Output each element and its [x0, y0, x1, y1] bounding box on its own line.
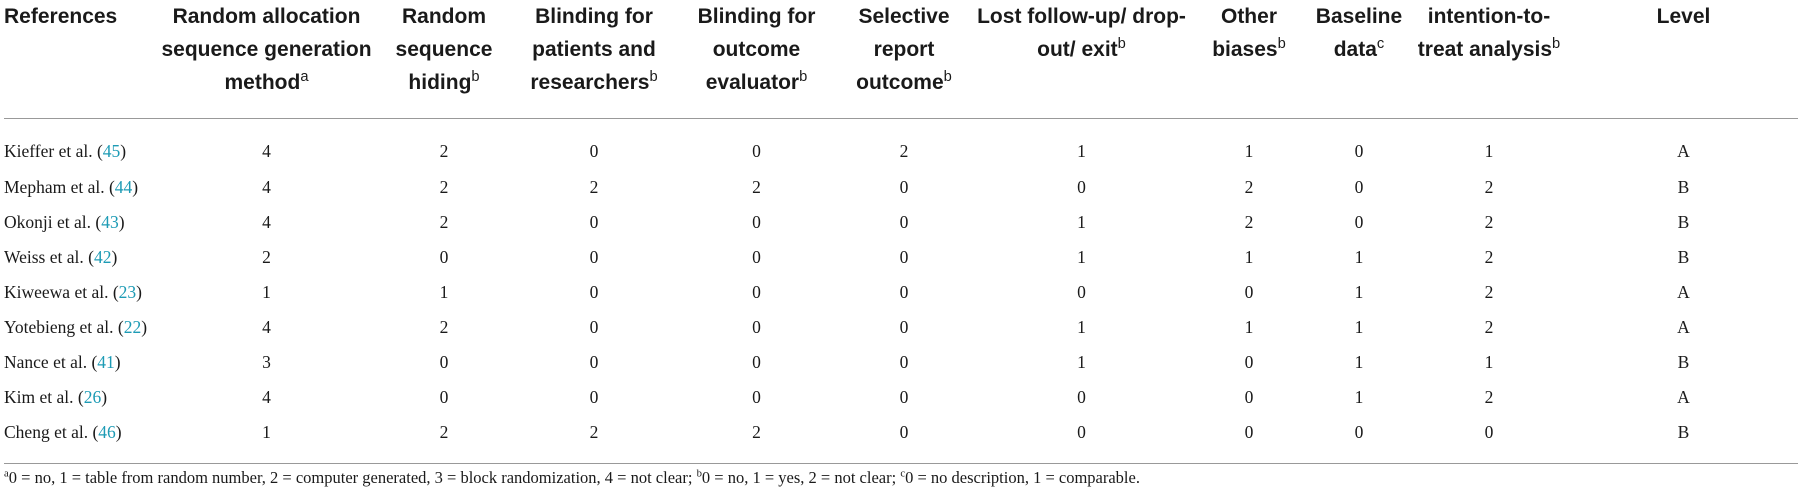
table-cell: 2: [1484, 281, 1494, 302]
closing-paren: ): [101, 386, 108, 407]
table-cell: 2: [679, 415, 834, 464]
table-cell: 0: [589, 211, 599, 232]
table-cell: 0: [589, 316, 599, 337]
footnote-marker: a: [4, 467, 9, 480]
table-cell: 1: [1077, 316, 1086, 337]
reference-cell: [4, 170, 154, 205]
reference-cell: [4, 345, 154, 380]
table-cell: 2: [899, 140, 909, 161]
table-cell: B: [1569, 415, 1798, 464]
column-header: [154, 0, 379, 118]
table-cell: 2: [439, 316, 449, 337]
footnote-marker: b: [1117, 36, 1126, 52]
table-cell: 0: [589, 281, 599, 302]
table-cell: 1: [1484, 351, 1494, 372]
column-header-label: References: [4, 5, 118, 28]
table-cell: 2: [1484, 386, 1494, 407]
table-cell: 1: [1077, 140, 1086, 161]
footnote-marker: b: [471, 69, 480, 85]
column-header: [834, 0, 974, 118]
table-cell: 1: [1484, 140, 1494, 161]
footnote-marker: b: [649, 69, 658, 85]
table-cell: 2: [439, 176, 449, 197]
footnote-marker: c: [1376, 36, 1385, 52]
table-footnote: [4, 468, 1140, 488]
table-row: [4, 118, 1798, 170]
closing-paren: ): [141, 316, 148, 337]
citation-link[interactable]: 41: [97, 351, 115, 372]
table-cell: 2: [509, 415, 679, 464]
table-cell: 0: [439, 246, 449, 267]
author-text: Okonji et al. (: [4, 211, 102, 232]
table-cell: 4: [262, 211, 271, 232]
author-text: Yotebieng et al. (: [4, 316, 124, 337]
author-text: Nance et al. (: [4, 351, 98, 372]
table-cell: 0: [1354, 211, 1364, 232]
column-header-label: Other biases: [1212, 5, 1278, 61]
table-cell: 4: [262, 316, 271, 337]
table-row: [4, 310, 1798, 345]
column-header-label: intention-to-treat analysis: [1417, 5, 1553, 61]
closing-paren: ): [111, 246, 118, 267]
author-text: Weiss et al. (: [4, 246, 94, 267]
table-cell: 1: [1354, 316, 1364, 337]
table-cell: 0: [834, 415, 974, 464]
reference-cell: [4, 205, 154, 240]
table-cell: 0: [752, 246, 761, 267]
table-row: [4, 205, 1798, 240]
table-cell: 0: [1077, 386, 1086, 407]
table-cell: 0: [439, 351, 449, 372]
table-row: [4, 240, 1798, 275]
table-cell: 0: [1244, 386, 1254, 407]
table-cell: 2: [1484, 246, 1494, 267]
table-cell: 0: [899, 176, 909, 197]
table-cell: 4: [262, 176, 271, 197]
closing-paren: ): [120, 140, 127, 161]
citation-link[interactable]: 23: [118, 281, 137, 302]
citation-link[interactable]: 42: [93, 246, 112, 267]
table-cell: 0: [899, 211, 909, 232]
table-cell: 0: [899, 246, 909, 267]
citation-link[interactable]: 26: [83, 386, 102, 407]
reference-cell: [4, 118, 154, 170]
table-cell: 2: [439, 211, 449, 232]
closing-paren: ): [118, 211, 125, 232]
column-header: [4, 0, 154, 118]
column-header: [509, 0, 679, 118]
footnote-text: 0 = no, 1 = table from random number, 2 = computer generated, 3 = block randomization, 4 = not clear;: [8, 468, 697, 487]
table-cell: 0: [752, 351, 761, 372]
table-cell: 4: [262, 140, 271, 161]
table-cell: 1: [1354, 351, 1364, 372]
table-cell: B: [1677, 246, 1690, 267]
table-cell: 0: [974, 415, 1189, 464]
table-cell: 2: [439, 140, 449, 161]
table-cell: 2: [1484, 211, 1494, 232]
table-cell: B: [1677, 351, 1690, 372]
table-cell: 1: [1077, 211, 1086, 232]
table-cell: 2: [262, 246, 271, 267]
column-header: [1189, 0, 1309, 118]
footnote-marker: b: [1552, 36, 1561, 52]
table-cell: B: [1677, 176, 1690, 197]
column-header-label: Lost follow-up/ drop-out/ exit: [977, 5, 1186, 61]
author-text: Mepham et al. (: [4, 176, 115, 197]
footnote-marker: b: [799, 69, 808, 85]
closing-paren: ): [136, 281, 142, 302]
table-cell: 1: [1354, 246, 1364, 267]
table-cell: 0: [439, 386, 449, 407]
citation-link[interactable]: 46: [98, 422, 116, 442]
table-cell: 2: [1244, 176, 1254, 197]
column-header-label: Level: [1656, 5, 1711, 28]
table-row: [4, 275, 1798, 310]
table-cell: 0: [1309, 415, 1409, 464]
table-cell: 0: [899, 386, 909, 407]
table-cell: 2: [1484, 176, 1494, 197]
table-cell: 1: [1354, 281, 1364, 302]
table-cell: 0: [1244, 281, 1254, 302]
footnote-text: 0 = no, 1 = yes, 2 = not clear;: [701, 468, 901, 487]
footnote-marker: c: [900, 467, 906, 480]
table-cell: 1: [154, 415, 379, 464]
column-header-label: Random allocation sequence generation method: [161, 5, 372, 94]
table-cell: 0: [899, 316, 909, 337]
table-cell: 1: [1244, 246, 1254, 267]
reference-cell: [4, 240, 154, 275]
table-row: [4, 380, 1798, 415]
table-cell: B: [1677, 211, 1690, 232]
citation-link[interactable]: 43: [101, 211, 119, 232]
table-cell: 0: [1077, 281, 1086, 302]
table-cell: 1: [1077, 246, 1086, 267]
reference-cell: [4, 275, 154, 310]
author-text: Kiweewa et al. (: [4, 281, 119, 302]
table-cell: 1: [1354, 386, 1364, 407]
risk-of-bias-table: [4, 0, 1798, 464]
reference-cell: [4, 380, 154, 415]
column-header: [974, 0, 1189, 118]
table-cell: 3: [262, 351, 271, 372]
table-cell: A: [1677, 281, 1690, 302]
column-header: [679, 0, 834, 118]
table-cell: A: [1677, 140, 1690, 161]
author-text: Kim et al. (: [4, 386, 84, 407]
closing-paren: ): [114, 351, 121, 372]
table-cell: 4: [262, 386, 271, 407]
table-cell: 2: [1244, 211, 1254, 232]
footnote-text: 0 = no description, 1 = comparable.: [905, 468, 1140, 487]
column-header-label: Baseline data: [1315, 5, 1403, 61]
table-cell: 0: [899, 281, 909, 302]
reference-cell: [4, 310, 154, 345]
column-header: [1569, 0, 1798, 118]
table-cell: 0: [899, 351, 909, 372]
table-cell: 1: [439, 281, 449, 302]
table-row: [4, 345, 1798, 380]
citation-link[interactable]: 22: [123, 316, 142, 337]
table-cell: 1: [1244, 140, 1254, 161]
table-cell: 0: [1354, 140, 1364, 161]
table-cell: 0: [1077, 176, 1086, 197]
table-body: [4, 118, 1798, 463]
column-header-label: Blinding for outcome evaluator: [697, 5, 816, 94]
footnote-marker: b: [696, 467, 702, 480]
table-cell: A: [1677, 316, 1690, 337]
table-cell: 2: [379, 415, 509, 464]
table-container: [4, 0, 1798, 464]
table-row: [4, 415, 1798, 464]
column-header: [1409, 0, 1569, 118]
table-cell: 0: [589, 246, 599, 267]
reference-cell: [4, 415, 154, 464]
table-cell: 1: [262, 281, 271, 302]
table-cell: 0: [589, 351, 599, 372]
citation-link[interactable]: 44: [114, 176, 133, 197]
table-cell: 2: [752, 176, 761, 197]
table-cell: 0: [1189, 415, 1309, 464]
citation-link[interactable]: 45: [102, 140, 121, 161]
closing-paren: ): [132, 176, 139, 197]
table-cell: 0: [1409, 415, 1569, 464]
table-cell: 0: [752, 281, 761, 302]
table-cell: 0: [752, 140, 761, 161]
footnote-marker: a: [300, 69, 309, 85]
table-cell: 0: [752, 316, 761, 337]
table-cell: A: [1677, 386, 1690, 407]
table-cell: 0: [752, 211, 761, 232]
table-cell: 1: [1244, 316, 1254, 337]
footnote-marker: b: [1277, 36, 1286, 52]
table-cell: 2: [589, 176, 599, 197]
author-text: Cheng et al. (: [4, 422, 99, 442]
table-cell: 1: [1077, 351, 1086, 372]
closing-paren: ): [115, 422, 122, 442]
footnote-marker: b: [943, 69, 952, 85]
table-cell: 0: [1354, 176, 1364, 197]
table-cell: 0: [589, 140, 599, 161]
column-header: [1309, 0, 1409, 118]
column-header-label: Selective report outcome: [856, 5, 950, 94]
table-cell: 0: [589, 386, 599, 407]
table-cell: 0: [752, 386, 761, 407]
column-header-label: Blinding for patients and researchers: [530, 5, 656, 94]
column-header-label: Random sequence hiding: [395, 5, 493, 94]
column-header: [379, 0, 509, 118]
header-row: [4, 0, 1798, 118]
table-cell: 0: [1244, 351, 1254, 372]
author-text: Kieffer et al. (: [4, 140, 103, 161]
table-cell: 2: [1484, 316, 1494, 337]
table-row: [4, 170, 1798, 205]
